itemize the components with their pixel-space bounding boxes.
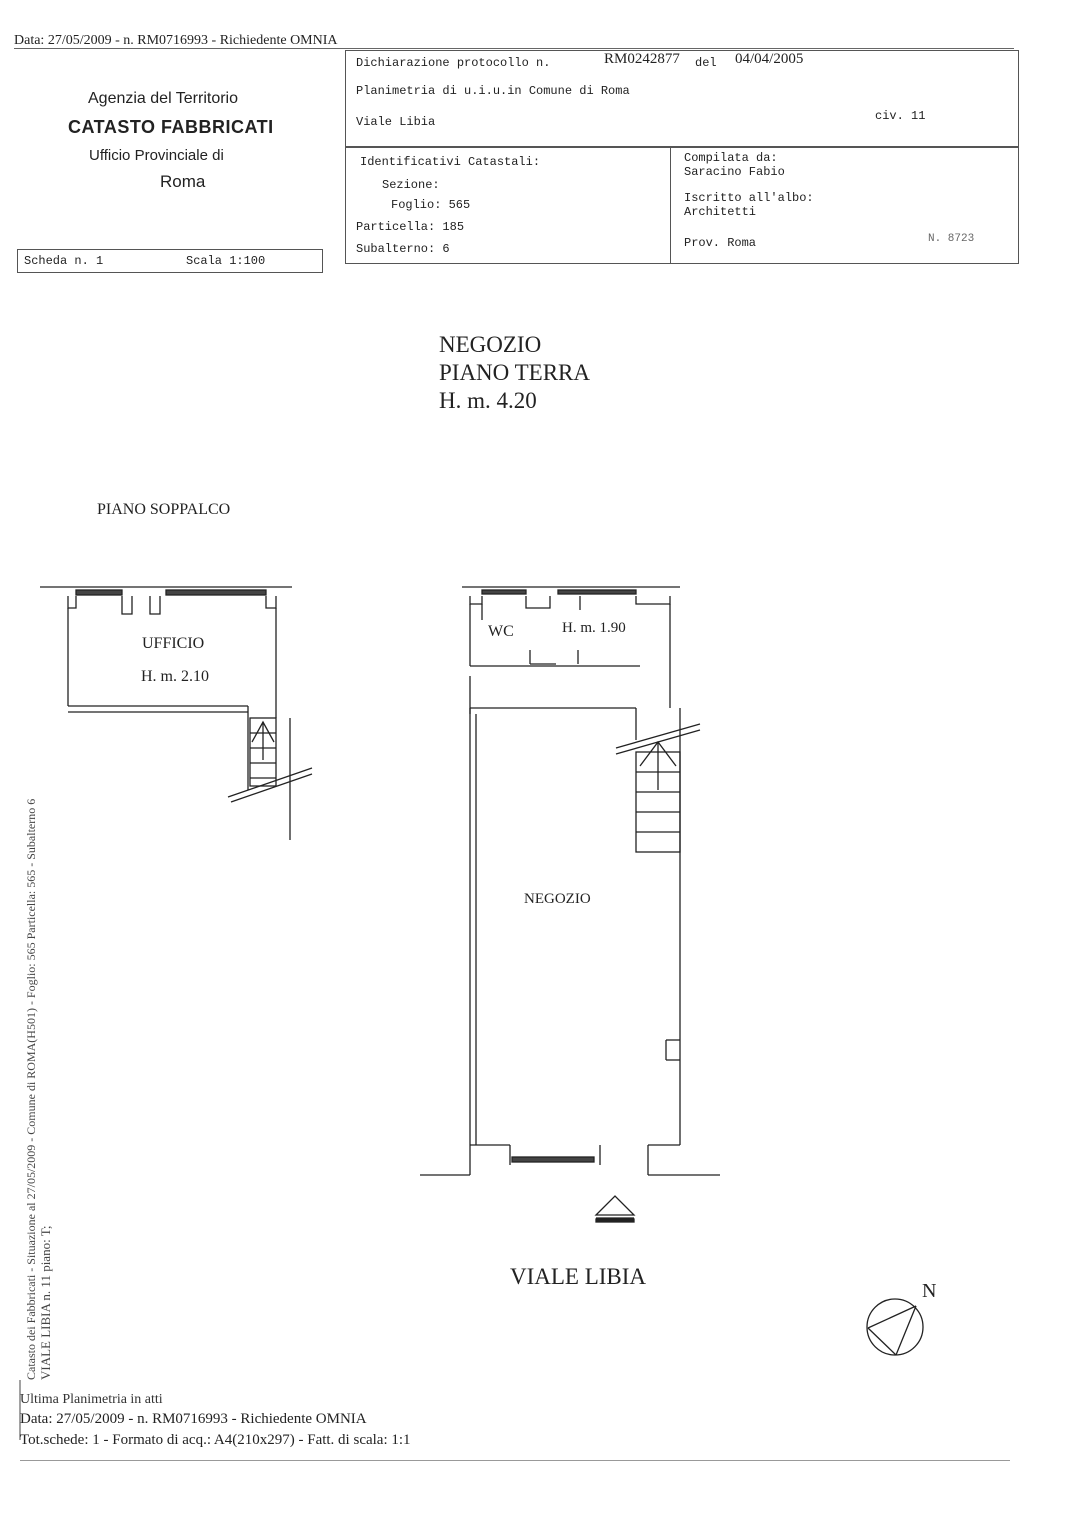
compilata-label: Compilata da:: [684, 151, 778, 165]
footer-line3: Tot.schede: 1 - Formato di acq.: A4(210x297) - Fatt. di scala: 1:1: [20, 1432, 411, 1448]
plan-title-line3: H. m. 4.20: [439, 388, 537, 413]
window: [482, 590, 526, 594]
scheda-number: Scheda n. 1: [24, 254, 104, 268]
room-height-wc: H. m. 1.90: [562, 620, 626, 636]
header-line: Data: 27/05/2009 - n. RM0716993 - Richiedente OMNIA: [14, 33, 338, 48]
mezzanine-plan: [40, 587, 312, 840]
door-glazing: [512, 1157, 594, 1162]
side-text-address: VIALE LIBIA n. 11 piano: T;: [38, 1225, 53, 1380]
ufficio-label: Ufficio Provinciale di: [89, 147, 224, 164]
footer-line2: Data: 27/05/2009 - n. RM0716993 - Richiedente OMNIA: [20, 1411, 367, 1427]
city-label: Roma: [160, 172, 206, 191]
room-label-negozio: NEGOZIO: [524, 891, 591, 907]
footer-line1: Ultima Planimetria in atti: [20, 1392, 163, 1407]
agency-name: Agenzia del Territorio: [88, 90, 239, 107]
room-height-ufficio: H. m. 2.10: [141, 668, 209, 685]
protocol-date: 04/04/2005: [735, 51, 804, 67]
protocol-label: Dichiarazione protocollo n.: [356, 56, 551, 70]
iscritto-label: Iscritto all'albo:: [684, 191, 814, 205]
planimetria-label: Planimetria di u.i.u.in Comune di Roma: [356, 84, 630, 98]
footer-divider: [20, 1460, 1010, 1461]
street-label: VIALE LIBIA: [510, 1264, 647, 1289]
sezione-field: Sezione:: [382, 178, 440, 192]
catasto-title: CATASTO FABBRICATI: [68, 117, 274, 137]
side-text-catasto: Catasto dei Fabbricati - Situazione al 27/05/2009 - Comune di ROMA(H501) - Foglio: 565 Particella: 565 - Subalterno 6: [24, 798, 38, 1380]
window: [166, 590, 266, 595]
north-label: N: [922, 1280, 937, 1302]
plan-title-line1: NEGOZIO: [439, 332, 542, 357]
soppalco-title: PIANO SOPPALCO: [97, 501, 231, 518]
scale-label: Scala 1:100: [186, 254, 266, 268]
province-label: Prov. Roma: [684, 236, 757, 250]
plan-title-line2: PIANO TERRA: [439, 360, 591, 385]
registration-number: N. 8723: [928, 233, 975, 245]
albo-name: Architetti: [684, 205, 757, 219]
subalterno-field: Subalterno: 6: [356, 242, 450, 256]
window: [558, 590, 636, 594]
room-label-ufficio: UFFICIO: [142, 635, 205, 652]
entrance-arrow-icon: [596, 1196, 634, 1215]
street-name: Viale Libia: [356, 115, 436, 129]
room-label-wc: WC: [488, 623, 514, 640]
north-compass-icon: [867, 1299, 923, 1355]
del-label: del: [695, 56, 717, 70]
identifiers-title: Identificativi Catastali:: [360, 155, 541, 169]
civic-number: civ. 11: [875, 109, 926, 123]
window: [76, 590, 122, 595]
particella-field: Particella: 185: [356, 220, 465, 234]
compiler-name: Saracino Fabio: [684, 165, 785, 179]
protocol-number: RM0242877: [604, 51, 680, 67]
foglio-field: Foglio: 565: [391, 198, 471, 212]
